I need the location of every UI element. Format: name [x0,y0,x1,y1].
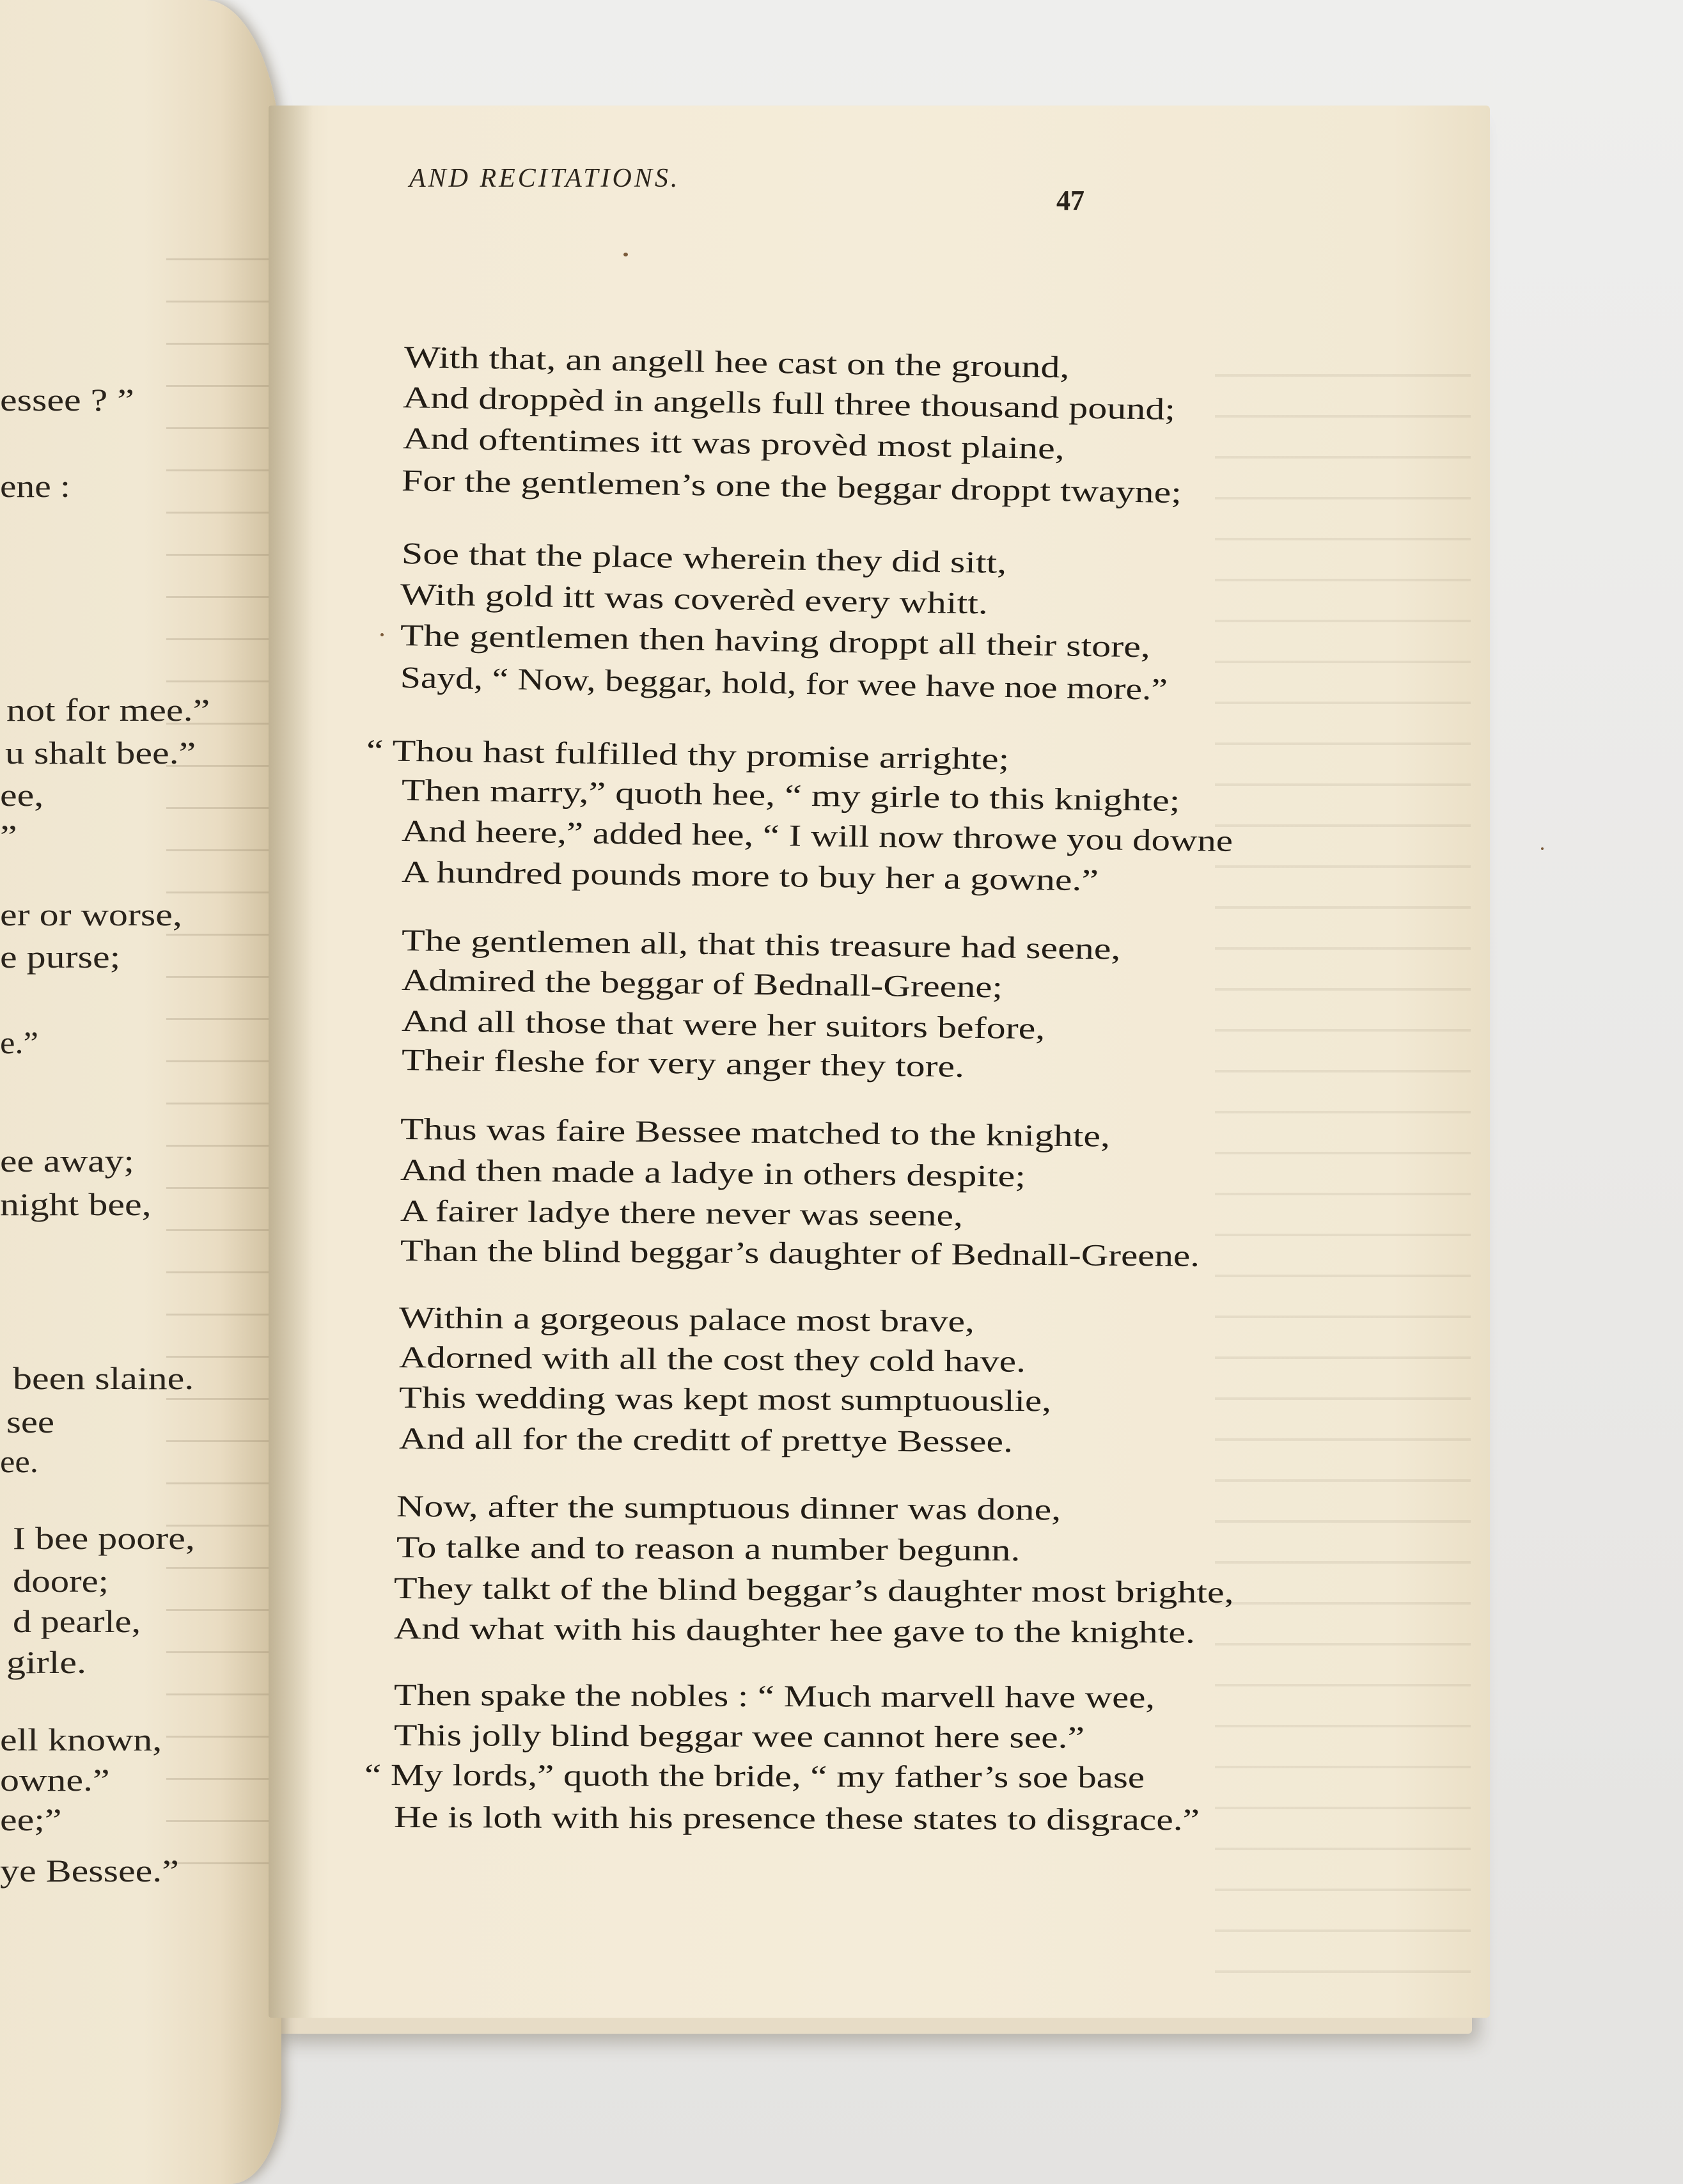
verse-line: “ Thou hast fulfilled thy promise arrighte; [366,734,1010,777]
verse-line: A hundred pounds more to buy her a gowne.” [401,855,1099,898]
verse-line: To talke and to reason a number begunn. [396,1530,1021,1568]
verse-line: Sayd, “ Now, beggar, hold, for wee have noe more.” [400,661,1168,707]
verse-line: Soe that the place wherein they did sitt, [401,537,1007,580]
left-page-line: ye Bessee.” [0,1853,179,1889]
verse-line: And all for the creditt of prettye Bessee. [398,1422,1014,1459]
verse-line: Now, after the sumptuous dinner was done, [396,1489,1061,1527]
left-page-line: d pearle, [13,1603,141,1639]
left-page-line: u shalt bee.” [5,735,196,771]
left-page-line: ee away; [0,1143,134,1179]
verse-line: The gentlemen all, that this treasure had seene, [401,923,1121,966]
left-page-line: e.” [0,1025,38,1060]
left-page-line: ee;” [0,1802,62,1837]
left-page-line: ” [0,818,17,854]
ink-speck [1541,847,1544,850]
left-page-line: ee, [0,777,44,813]
ink-speck [623,253,628,256]
verse-line: And droppèd in angells full three thousand pound; [402,381,1176,427]
left-page-show-through [166,230,269,1893]
verse-line: This wedding was kept most sumptuouslie, [398,1381,1052,1418]
left-page-line: owne.” [0,1762,110,1798]
left-page-line: been slaine. [13,1360,194,1396]
verse-line: For the gentlemen’s one the beggar droppt twayne; [401,464,1182,510]
verse-line: And oftentimes itt was provèd most plaine, [402,421,1065,466]
verse-line: Within a gorgeous palace most brave, [398,1301,975,1339]
left-page-line: I bee poore, [13,1520,195,1556]
page-number: 47 [1056,185,1084,216]
running-head: AND RECITATIONS. [409,164,680,193]
verse-line: “ My lords,” quoth the bride, “ my father’s soe base [364,1758,1145,1795]
left-page-line: doore; [13,1563,109,1599]
verse-line: And then made a ladye in others despite; [400,1153,1026,1194]
left-page-line: ee. [0,1443,38,1479]
left-page-line: ell known, [0,1722,162,1757]
left-page-line: night bee, [0,1186,152,1222]
verse-line: With gold itt was coverèd every whitt. [400,577,989,621]
verse-line: And heere,” added hee, “ I will now throwe you downe [401,814,1233,858]
verse-line: Thus was faire Bessee matched to the knighte, [400,1112,1111,1154]
verse-line: This jolly blind beggar wee cannot here see.” [393,1718,1085,1755]
verse-line: They talkt of the blind beggar’s daughter most brighte, [393,1571,1234,1610]
right-page-show-through [1215,349,1471,1986]
verse-line: And all those that were her suitors before, [401,1004,1045,1046]
verse-line: Then marry,” quoth hee, “ my girle to this knighte; [401,773,1180,818]
verse-line: With that, an angell hee cast on the ground, [403,340,1070,385]
left-page-line: not for mee.” [6,692,210,728]
verse-line: The gentlemen then having droppt all their store, [400,618,1151,664]
gutter-shadow [269,106,313,2018]
verse-line: Admired the beggar of Bednall-Greene; [401,963,1003,1005]
ink-speck [380,633,384,636]
verse-line: Then spake the nobles : “ Much marvell have wee, [393,1678,1155,1715]
verse-line: And what with his daughter hee gave to the knighte. [393,1612,1196,1650]
verse-line: He is loth with his presence these states to disgrace.” [393,1800,1200,1837]
verse-line: Their fleshe for very anger they tore. [401,1043,965,1084]
left-page-line: er or worse, [0,897,182,932]
left-page-line: girle. [6,1644,86,1680]
left-page-line: ene : [0,468,70,504]
verse-line: A fairer ladye there never was seene, [400,1194,964,1233]
verse-line: Adorned with all the cost they cold have. [398,1340,1026,1379]
verse-line: Than the blind beggar’s daughter of Bednall-Greene. [400,1234,1200,1273]
left-page-line: see [6,1404,54,1440]
left-page-line: e purse; [0,939,121,975]
left-page-line: essee ? ” [0,382,134,418]
